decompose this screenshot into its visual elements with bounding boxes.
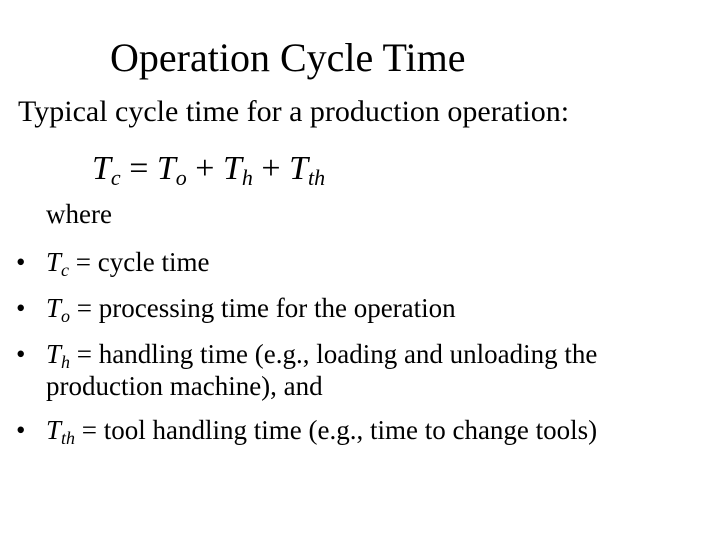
- formula-term3-var: T: [289, 150, 309, 187]
- definition-handling-time: [0, 338, 720, 402]
- formula-term2-var: T: [222, 150, 242, 187]
- formula-equals: =: [120, 150, 157, 187]
- definition-sub: h: [61, 352, 71, 372]
- definition-text-continued: production machine), and: [46, 371, 323, 401]
- bullet-dot: •: [16, 247, 26, 277]
- definition-var: T: [46, 415, 62, 445]
- bullet-dot: •: [16, 293, 26, 323]
- intro-text: Typical cycle time for a production operation:: [18, 95, 570, 128]
- formula-lhs-var: T: [92, 150, 111, 187]
- definition-processing-time: [0, 292, 720, 324]
- formula-term1-sub: o: [175, 165, 187, 190]
- definition-sub: c: [61, 260, 70, 280]
- definition-text: = tool handling time (e.g., time to change tools): [75, 415, 598, 445]
- formula-term1-var: T: [156, 150, 176, 187]
- slide-title: Operation Cycle Time: [110, 35, 466, 80]
- definition-var: T: [46, 339, 62, 369]
- formula-lhs-sub: c: [110, 165, 121, 190]
- bullet-dot: •: [16, 415, 26, 445]
- formula-plus1: +: [186, 150, 223, 187]
- where-label: where: [46, 199, 112, 229]
- definition-tool-handling-time: [0, 414, 720, 446]
- formula-plus2: +: [252, 150, 290, 187]
- formula-term2-sub: h: [241, 165, 253, 190]
- definitions-list: [0, 246, 720, 460]
- definition-var: T: [46, 247, 62, 277]
- definition-cycle-time: [0, 246, 720, 278]
- definition-text: = handling time (e.g., loading and unloading the: [70, 339, 598, 369]
- definition-text: = cycle time: [69, 247, 210, 277]
- formula-term3-sub: th: [308, 165, 326, 190]
- definition-text: = processing time for the operation: [70, 293, 456, 323]
- definition-sub: th: [61, 428, 76, 448]
- definition-var: T: [46, 293, 62, 323]
- definition-sub: o: [61, 306, 71, 326]
- bullet-dot: •: [16, 339, 26, 369]
- cycle-time-formula: [92, 148, 325, 190]
